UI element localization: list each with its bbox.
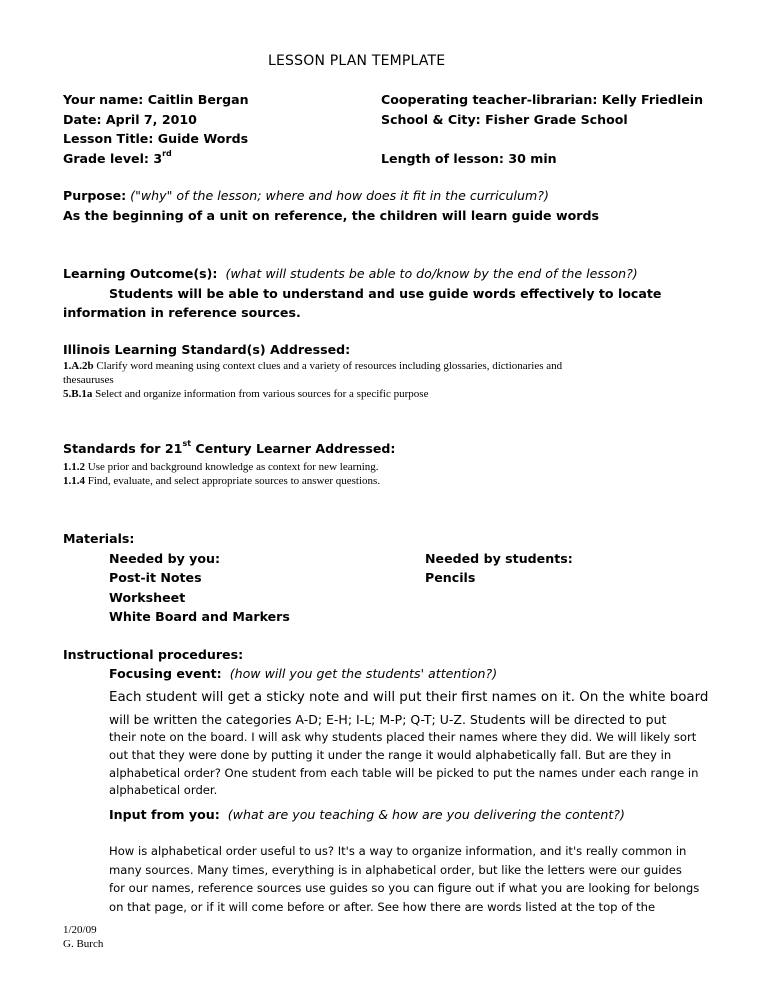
footer-author: G. Burch [63,938,104,950]
school-city: School & City: Fisher Grade School [381,112,628,127]
input-text-line-1: How is alphabetical order useful to us? It's a way to organize information, and it's really common in [109,844,687,858]
material-item-3: White Board and Markers [109,609,290,624]
lesson-date: Date: April 7, 2010 [63,112,197,127]
procedures-heading: Instructional procedures: [63,647,244,662]
purpose-hint: ("why" of the lesson; where and how does it fit in the curriculum?) [130,188,549,203]
standards21-item-1 [63,461,379,473]
input-line [109,807,625,822]
grade-level [63,151,172,166]
learning-outcome-line [63,266,638,281]
page-title: LESSON PLAN TEMPLATE [268,53,446,69]
illinois-code-1: 1.A.2b [63,360,94,372]
grade-level-text: Grade level: 3 [63,151,163,166]
focusing-line-2: will be written the categories A-D; E-H; I-L; M-P; Q-T; U-Z. Students will be directed to put [109,712,667,727]
needed-by-students-heading: Needed by students: [425,551,573,566]
illinois-code-2: 5.B.1a [63,388,93,400]
illinois-item-2 [63,388,428,400]
focusing-line-4: out that they were done by putting it under the range it would alphabetically fall. But are they in [109,748,672,762]
focusing-event-hint: (how will you get the students' attention?) [229,666,498,681]
focusing-event-line [109,666,497,681]
standards21-prefix: Standards for 21 [63,441,183,456]
illinois-item-1-cont: thesauruses [63,374,114,386]
illinois-text-1: Clarify word meaning using context clues and a variety of resources including glossaries, dictionaries and [93,360,563,372]
focusing-line-5: alphabetical order? One student from each table will be picked to put the names under each range in [109,766,699,780]
purpose-label: Purpose: [63,188,127,203]
standards21-sup: st [182,439,192,448]
student-material-item-1: Pencils [425,570,476,585]
standards21-heading [63,441,395,456]
input-text-line-4: on that page, or if it will come before or after. See how there are words listed at the top of the [109,900,656,914]
standards21-suffix: Century Learner Addressed: [191,441,396,456]
materials-heading: Materials: [63,531,135,546]
standards21-item-2 [63,475,380,487]
cooperating-teacher: Cooperating teacher-librarian: Kelly Friedlein [381,92,704,107]
standards21-code-1: 1.1.2 [63,461,85,473]
material-item-1: Post-it Notes [109,570,202,585]
focusing-line-6: alphabetical order. [109,783,218,797]
standards21-text-2: Find, evaluate, and select appropriate sources to answer questions. [85,475,381,487]
focusing-event-label: Focusing event: [109,666,222,681]
lesson-title: Lesson Title: Guide Words [63,131,249,146]
illinois-heading: Illinois Learning Standard(s) Addressed: [63,342,351,357]
focusing-line-1: Each student will get a sticky note and will put their first names on it. On the white board [109,690,709,705]
input-hint: (what are you teaching & how are you delivering the content?) [227,807,625,822]
purpose-line [63,188,549,203]
learning-outcome-hint: (what will students be able to do/know by the end of the lesson?) [225,266,638,281]
input-text-line-2: many sources. Many times, everything is in alphabetical order, but like the letters were our guides [109,863,682,877]
input-label: Input from you: [109,807,220,822]
standards21-text-1: Use prior and background knowledge as context for new learning. [85,461,379,473]
footer-date: 1/20/09 [63,924,97,936]
illinois-text-2: Select and organize information from various sources for a specific purpose [92,388,429,400]
lesson-length: Length of lesson: 30 min [381,151,557,166]
learning-outcome-text-1: Students will be able to understand and use guide words effectively to locate [109,286,662,301]
learning-outcome-label: Learning Outcome(s): [63,266,218,281]
illinois-item-1 [63,360,562,372]
grade-level-sup: rd [162,149,172,158]
learning-outcome-text-2: information in reference sources. [63,305,301,320]
purpose-text: As the beginning of a unit on reference, the children will learn guide words [63,208,599,223]
needed-by-you-heading: Needed by you: [109,551,221,566]
standards21-code-2: 1.1.4 [63,475,85,487]
your-name: Your name: Caitlin Bergan [63,92,249,107]
input-text-line-3: for our names, reference sources use guides so you can figure out if what you are looking for belongs [109,881,700,895]
focusing-line-3: their note on the board. I will ask why students placed their names where they did. We will likely sort [109,730,697,744]
material-item-2: Worksheet [109,590,186,605]
